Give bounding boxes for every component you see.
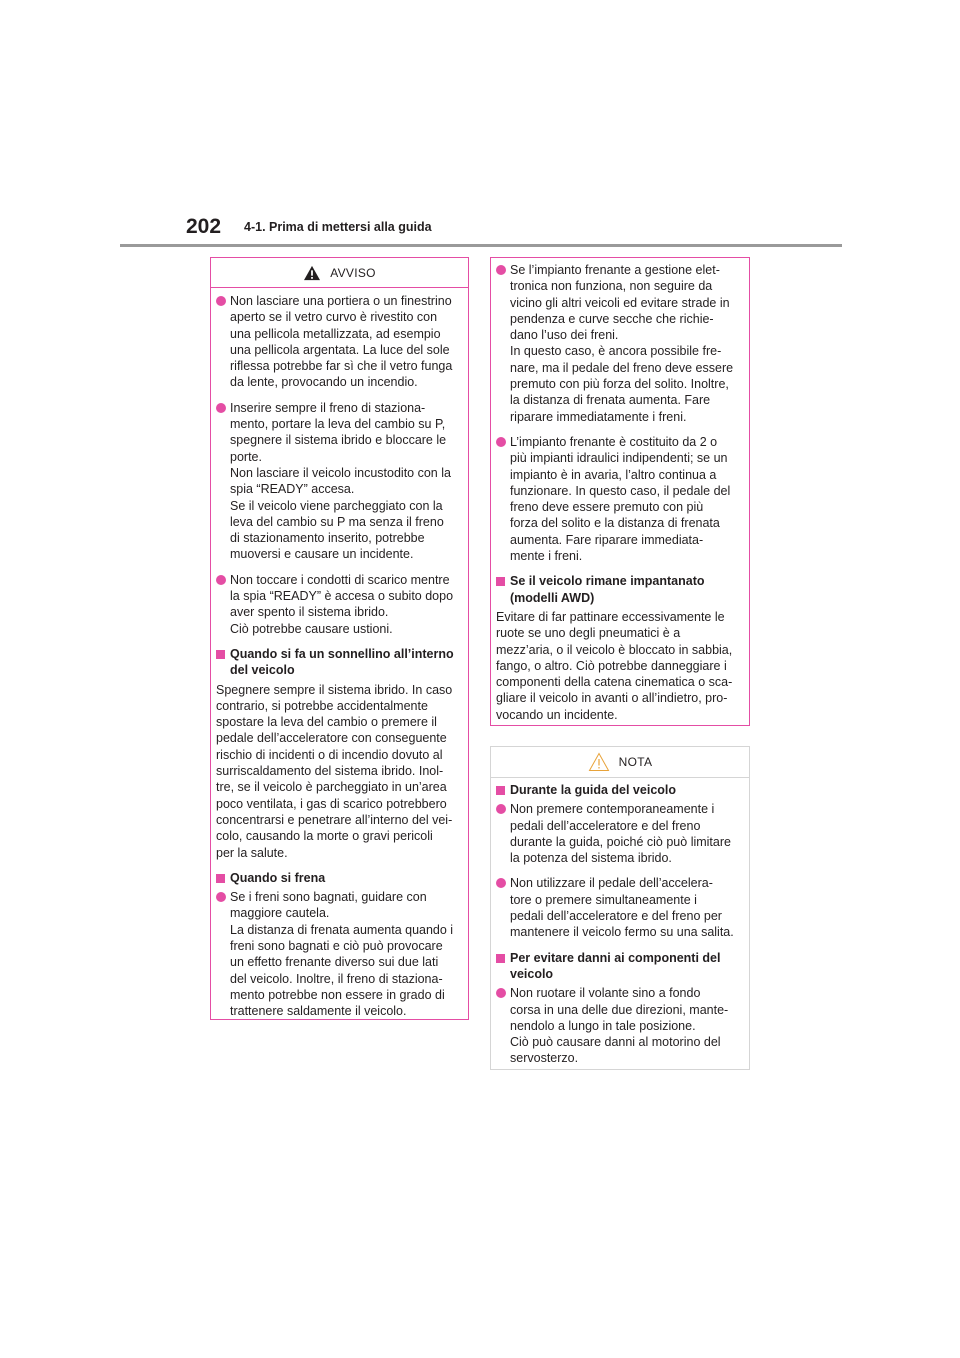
nota-subheading-text: Per evitare danni ai componenti del veicolo <box>510 950 721 981</box>
nota-header <box>491 747 749 778</box>
avviso-bullet-text: Non lasciare una portiera o un finestrino aperto se il vetro curvo è rivestito con una pellicola metallizzata, ad esempio una pellicola argentata. La luce del sole riflessa potrebbe far sì che il vetro funga da lente, provocando un incendio. <box>230 294 453 390</box>
avviso-content <box>211 288 468 1019</box>
avviso-subheading-text: Quando si frena <box>230 870 326 885</box>
bullet-dot-icon <box>216 892 226 902</box>
nota-bullet-item <box>496 875 744 940</box>
avviso-bullet-item <box>216 889 463 1019</box>
caution-outline-triangle-icon <box>588 752 610 772</box>
square-bullet-icon <box>496 786 505 795</box>
avviso-subheading <box>216 870 463 886</box>
avviso-bullet-item <box>216 293 463 391</box>
square-bullet-icon <box>216 650 225 659</box>
section-title: 4-1. Prima di mettersi alla guida <box>244 220 432 234</box>
avviso-subheading <box>496 573 744 606</box>
avviso-paragraph <box>216 682 463 861</box>
avviso-subheading-text: Quando si fa un sonnellino all’interno del veicolo <box>230 646 454 678</box>
header-divider <box>120 244 842 247</box>
avviso-paragraph <box>496 609 744 723</box>
nota-note-box <box>490 746 750 1070</box>
nota-subheading <box>496 950 744 983</box>
bullet-dot-icon <box>216 403 226 413</box>
avviso-subheading <box>216 646 463 679</box>
bullet-dot-icon <box>496 988 506 998</box>
avviso-bullet-item <box>216 400 463 563</box>
bullet-dot-icon <box>216 296 226 306</box>
nota-bullet-text: Non utilizzare il pedale dell’accelera- tore o premere simultaneamente i pedali dell’acceleratore e del freno per mantenere il veicolo fermo su una salita. <box>510 876 734 940</box>
warning-triangle-icon <box>303 265 321 281</box>
avviso-continuation-box <box>490 257 750 726</box>
avviso-bullet-item <box>216 572 463 637</box>
square-bullet-icon <box>216 874 225 883</box>
avviso-warning-box <box>210 257 469 1020</box>
avviso-cont-content <box>491 258 749 723</box>
nota-bullet-text: Non premere contemporaneamente i pedali dell’acceleratore e del freno durante la guida, poiché ciò può limitare la potenza del sistema ibrido. <box>510 802 731 866</box>
nota-bullet-text: Non ruotare il volante sino a fondo corsa in una delle due direzioni, mante- nendolo a lungo in tale posizione. Ciò può causare danni al motorino del servosterzo. <box>510 986 729 1066</box>
avviso-bullet-text: Se i freni sono bagnati, guidare con maggiore cautela. La distanza di frenata aumenta quando i freni sono bagnati e ciò può provocare un effetto frenante diverso sui due lati del veicolo. Inoltre, il freno di staziona- mento potrebbe non essere in grado di trattenere saldamente il veicolo. <box>230 890 454 1019</box>
nota-bullet-item <box>496 985 744 1066</box>
bullet-dot-icon <box>496 878 506 888</box>
avviso-bullet-text: Inserire sempre il freno di staziona- mento, portare la leva del cambio su P, spegnere il sistema ibrido e bloccare le porte. Non lasciare il veicolo incustodito con la spia “READY” accesa. Se il veicolo viene parcheggiato con la leva del cambio su P ma senza il freno di stazionamento inserito, potrebbe muoversi e causare un incidente. <box>230 400 451 562</box>
nota-subheading <box>496 782 744 798</box>
avviso-bullet-item <box>496 262 744 425</box>
bullet-dot-icon <box>496 804 506 814</box>
bullet-dot-icon <box>496 437 506 447</box>
avviso-paragraph-text: Spegnere sempre il sistema ibrido. In caso contrario, si potrebbe accidentalmente spostare la leva del cambio o premere il pedale dell’acceleratore con conseguente rischio di incidenti o di incendio dovuto al surriscaldamento del sistema ibrido. Inol- tre, se il veicolo è parcheggiato in un’area poco ventilata, i gas di scarico potrebbero concentrarsi e penetrare all’interno del vei- colo, causando la morte o gravi pericoli per la salute. <box>216 682 453 860</box>
nota-content <box>491 778 749 1067</box>
avviso-bullet-item <box>496 434 744 564</box>
avviso-bullet-text: Non toccare i condotti di scarico mentre la spia “READY” è accesa o subito dopo aver spento il sistema ibrido. Ciò potrebbe causare ustioni. <box>230 572 454 636</box>
square-bullet-icon <box>496 577 505 586</box>
bullet-dot-icon <box>216 575 226 585</box>
nota-subheading-text: Durante la guida del veicolo <box>510 783 677 797</box>
avviso-header <box>211 258 468 288</box>
nota-title: NOTA <box>618 755 653 769</box>
avviso-paragraph-text: Evitare di far pattinare eccessivamente le ruote se uno degli pneumatici è a mezz’aria, o il veicolo è bloccato in sabbia, fango, o altro. Ciò potrebbe danneggiare i componenti della catena cinematica o sca- gliare il veicolo in avanti o all’indietro, pro- vocando un incidente. <box>496 609 733 722</box>
avviso-title: AVVISO <box>330 265 376 280</box>
page-number: 202 <box>186 215 222 238</box>
avviso-subheading-text: Se il veicolo rimane impantanato (modelli AWD) <box>510 574 705 605</box>
avviso-bullet-text: L’impianto frenante è costituito da 2 o più impianti idraulici indipendenti; se un impianto è in avaria, l’altro continua a funzionare. In questo caso, il pedale del freno deve essere premuto con più forza del solito e la distanza di frenata aumenta. Fare riparare immediata- mente i freni. <box>510 434 731 564</box>
avviso-bullet-text: Se l’impianto frenante a gestione elet- tronica non funziona, non seguire da vicino gli altri veicoli ed evitare strade in pendenza e curve secche che richie- dano l’uso dei freni. In questo caso, è ancora possibile fre- nare, ma il pedale del freno deve essere premuto con più forza del solito. Inoltre, la distanza di frenata aumenta. Fare riparare immediatamente i freni. <box>510 263 734 424</box>
square-bullet-icon <box>496 954 505 963</box>
bullet-dot-icon <box>496 265 506 275</box>
nota-bullet-item <box>496 801 744 866</box>
